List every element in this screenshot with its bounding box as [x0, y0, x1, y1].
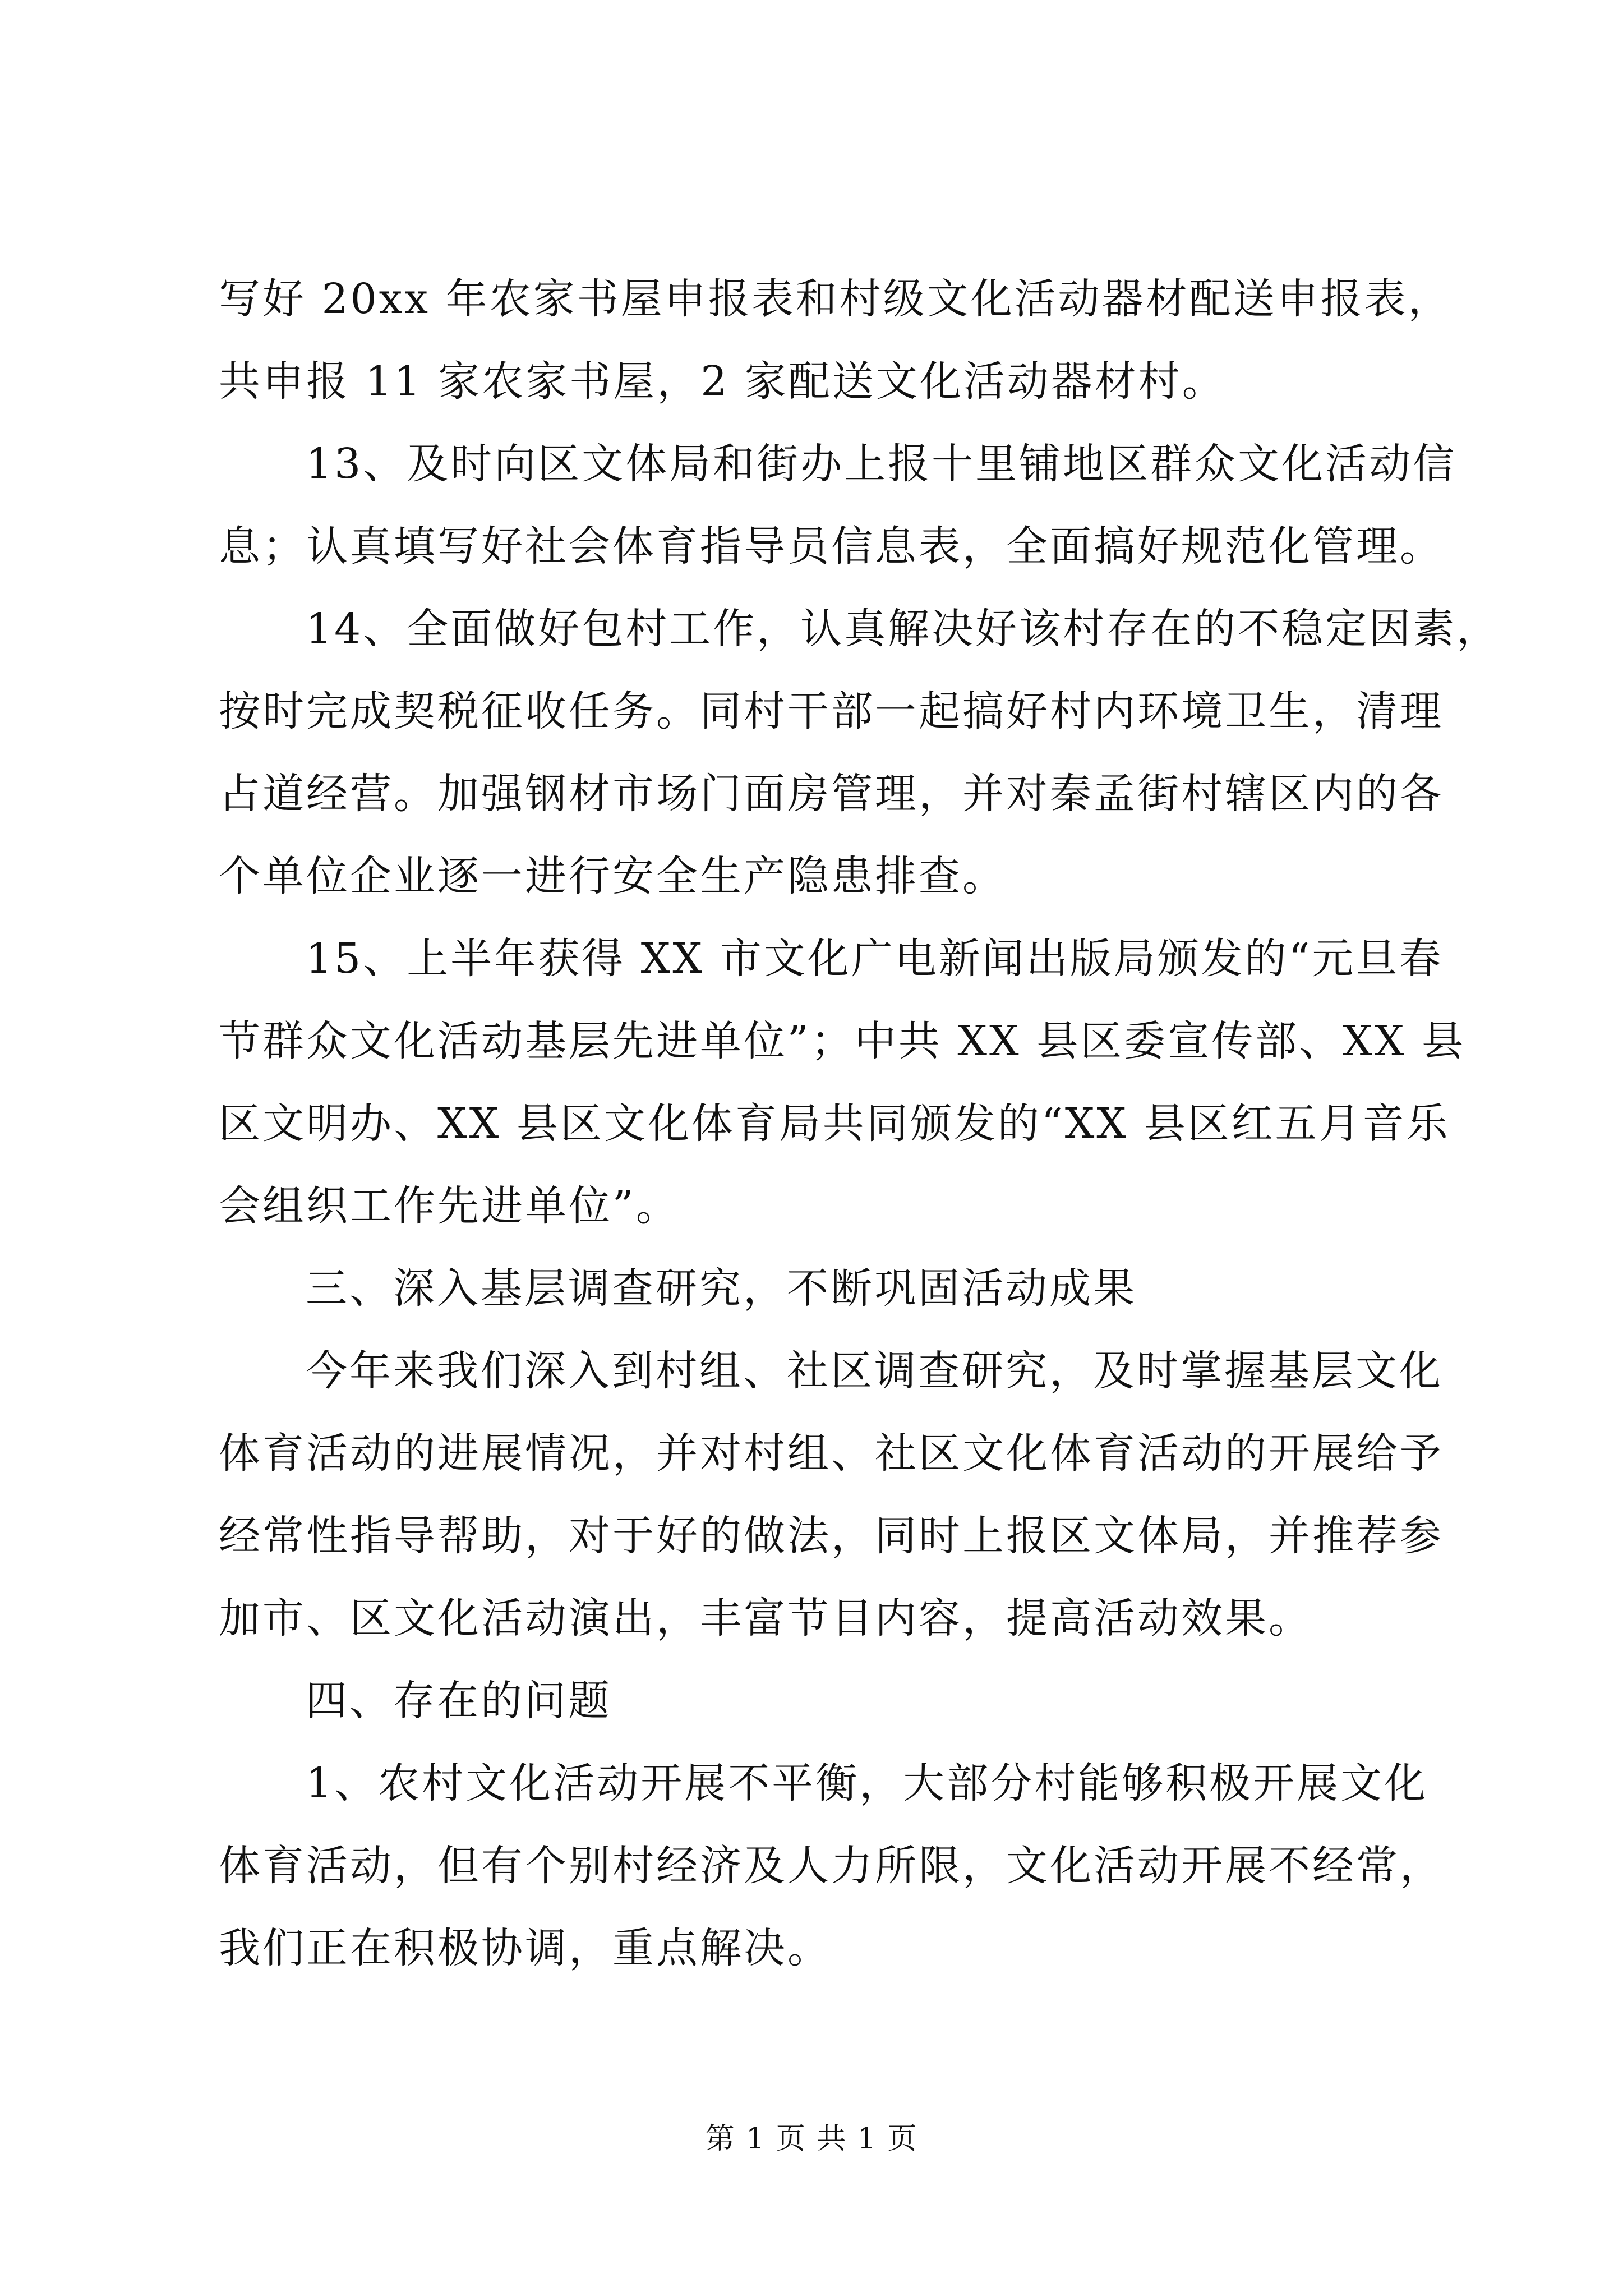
text-line: 写好 20xx 年农家书屋申报表和村级文化活动器材配送申报表， [219, 275, 1452, 323]
text-line: 区文明办、XX 县区文化体育局共同颁发的“XX 县区红五月音乐 [219, 1099, 1450, 1148]
text-line: 个单位企业逐一进行安全生产隐患排查。 [219, 852, 1006, 900]
text-line: 三、深入基层调查研究，不断巩固活动成果 [306, 1264, 1137, 1313]
page-number-footer: 第 1 页 共 1 页 [705, 2122, 918, 2156]
paragraph-research [219, 1330, 1444, 1660]
text-line: 经常性指导帮助，对于好的做法，同时上报区文体局，并推荐参 [219, 1512, 1444, 1560]
text-line: 体育活动，但有个别村经济及人力所限，文化活动开展不经常， [219, 1842, 1444, 1890]
paragraph-item-13 [219, 423, 1457, 588]
text-line: 会组织工作先进单位”。 [219, 1182, 680, 1230]
text-line: 今年来我们深入到村组、社区调查研究，及时掌握基层文化 [306, 1347, 1443, 1395]
text-line: 加市、区文化活动演出，丰富节目内容，提高活动效果。 [219, 1594, 1312, 1642]
text-line: 四、存在的问题 [306, 1677, 612, 1725]
paragraph-item-14 [219, 588, 1501, 918]
text-line: 1、农村文化活动开展不平衡，大部分村能够积极开展文化 [306, 1759, 1428, 1807]
section-heading-4 [219, 1660, 1419, 1742]
section-heading-3 [219, 1248, 1419, 1330]
text-line: 共申报 11 家农家书屋，2 家配送文化活动器材村。 [219, 357, 1226, 406]
paragraph-continued [219, 258, 1452, 423]
text-line: 15、上半年获得 XX 市文化广电新闻出版局颁发的“元旦春 [306, 935, 1444, 983]
paragraph-problem-1 [219, 1742, 1444, 1990]
text-line: 节群众文化活动基层先进单位”；中共 XX 县区委宣传部、XX 县 [219, 1017, 1466, 1065]
text-line: 占道经营。加强钢材市场门面房管理，并对秦孟街村辖区内的各 [219, 770, 1444, 818]
paragraph-item-15 [219, 918, 1466, 1248]
text-line: 13、及时向区文体局和街办上报十里铺地区群众文化活动信 [306, 440, 1457, 488]
text-line: 我们正在积极协调，重点解决。 [219, 1924, 831, 1972]
text-line: 息；认真填写好社会体育指导员信息表，全面搞好规范化管理。 [219, 522, 1444, 570]
text-line: 按时完成契税征收任务。同村干部一起搞好村内环境卫生，清理 [219, 687, 1444, 735]
text-line: 14、全面做好包村工作，认真解决好该村存在的不稳定因素， [306, 605, 1501, 653]
text-line: 体育活动的进展情况，并对村组、社区文化体育活动的开展给予 [219, 1429, 1444, 1478]
document-body [219, 258, 1501, 1990]
